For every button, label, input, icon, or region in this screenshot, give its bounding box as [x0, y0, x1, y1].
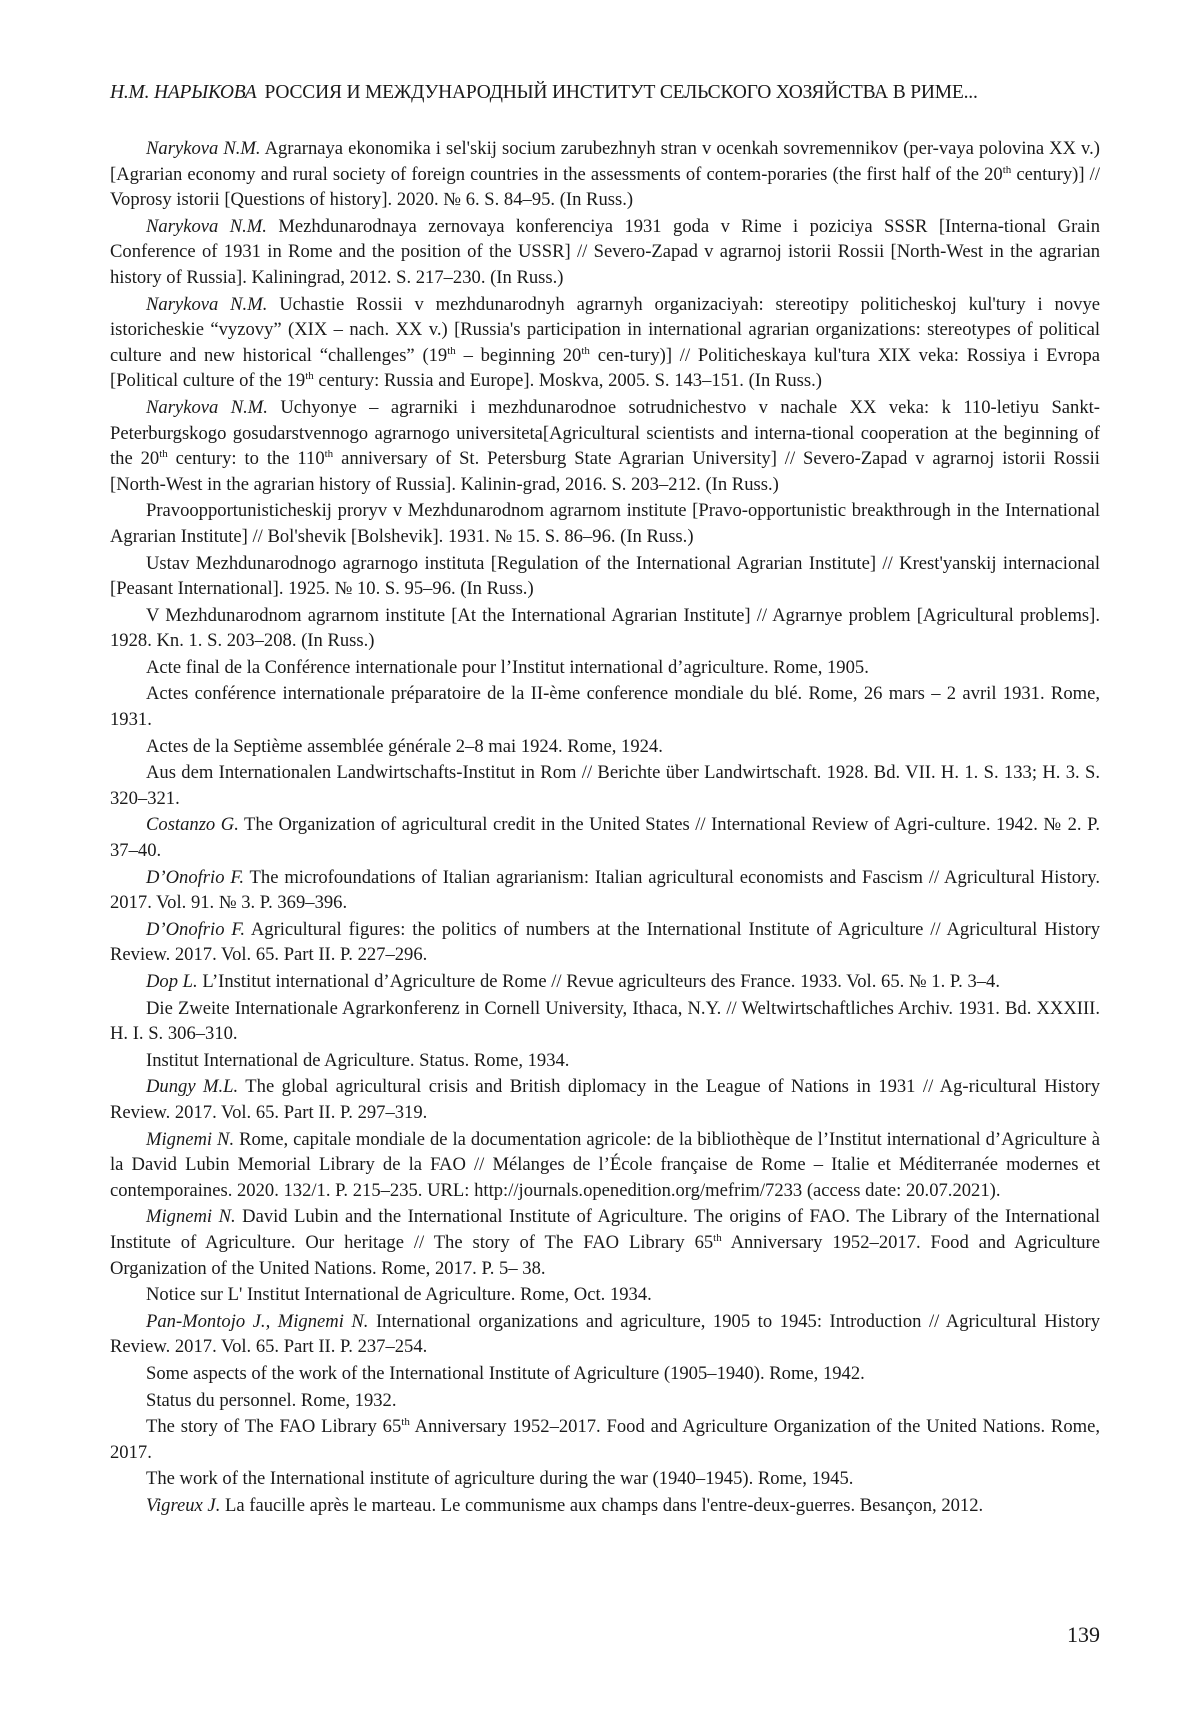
page-number: 139 — [1054, 1622, 1100, 1648]
reference-author: Narykova N.M. — [146, 138, 261, 159]
reference-text: – beginning 20 — [456, 345, 582, 366]
reference-entry — [110, 1466, 1100, 1492]
running-head — [110, 82, 1100, 104]
running-head-author: Н.М. НАРЫКОВА — [110, 82, 256, 103]
reference-entry — [110, 1493, 1100, 1519]
reference-superscript: th — [447, 345, 456, 357]
reference-entry — [110, 969, 1100, 995]
reference-entry — [110, 865, 1100, 916]
reference-text: The work of the International institute of agriculture during the war (1940–1945). Rome, 1945. — [146, 1468, 853, 1489]
reference-author: Mignemi N. — [146, 1206, 236, 1227]
reference-superscript: th — [713, 1232, 722, 1244]
reference-text: La faucille après le marteau. Le communisme aux champs dans l'entre-deux-guerres. Besançon, 2012. — [220, 1495, 983, 1516]
reference-text: Die Zweite Internationale Agrarkonferenz in Cornell University, Ithaca, N.Y. // Weltwirtschaftliches Archiv. 1931. Bd. XXXIII. H. I. S. 306–310. — [110, 998, 1100, 1045]
reference-text: Some aspects of the work of the International Institute of Agriculture (1905–1940). Rome, 1942. — [146, 1363, 865, 1384]
reference-entry — [110, 214, 1100, 291]
reference-author: Vigreux J. — [146, 1495, 220, 1516]
reference-entry — [110, 996, 1100, 1047]
reference-text: Actes conférence internationale préparatoire de la II-ème conference mondiale du blé. Rome, 26 mars – 2 avril 1931. Rome, 1931. — [110, 683, 1100, 730]
reference-entry — [110, 1127, 1100, 1204]
reference-text: V Mezhdunarodnom agrarnom institute [At the International Agrarian Institute] // Agrarnye problem [Agricultural problems]. 1928. Kn. 1. S. 203–208. (In Russ.) — [110, 605, 1100, 652]
reference-author: Costanzo G. — [146, 814, 239, 835]
reference-text: Ustav Mezhdunarodnogo agrarnogo instituta [Regulation of the International Agrarian Institute] // Krest'yanskij internacional [Peasant International]. 1925. № 10. S. 95–96. (In Russ.) — [110, 553, 1100, 600]
reference-entry — [110, 1388, 1100, 1414]
reference-entry — [110, 760, 1100, 811]
reference-text: cen-tury)] // Politicheskaya kul'tura XIX veka: Rossiya i Evropa [Political culture of the 19 — [110, 345, 1100, 392]
reference-text: The microfoundations of Italian agrarianism: Italian agricultural economists and Fascism // Agricultural History. 2017. Vol. 91. № 3. P. 369–396. — [110, 867, 1100, 914]
reference-text: Acte final de la Conférence internationale pour l’Institut international d’agriculture. Rome, 1905. — [146, 657, 869, 678]
reference-entry — [110, 292, 1100, 394]
reference-author: Dop L. — [146, 971, 198, 992]
reference-entry — [110, 917, 1100, 968]
reference-superscript: th — [159, 448, 168, 460]
reference-text: Institut International de Agriculture. Status. Rome, 1934. — [146, 1050, 569, 1071]
reference-superscript: th — [325, 448, 334, 460]
reference-text: century: Russia and Europe]. Moskva, 2005. S. 143–151. (In Russ.) — [314, 370, 822, 391]
reference-superscript: th — [1003, 163, 1012, 175]
reference-author: Dungy M.L. — [146, 1076, 238, 1097]
reference-text: International organizations and agriculture, 1905 to 1945: Introduction // Agricultural History Review. 2017. Vol. 65. Part II. P. 237–254. — [110, 1311, 1100, 1358]
reference-text: Anniversary 1952–2017. Food and Agriculture Organization of the United Nations. Rome, 2017. P. 5– 38. — [110, 1232, 1100, 1279]
reference-entry — [110, 1074, 1100, 1125]
reference-text: Status du personnel. Rome, 1932. — [146, 1390, 396, 1411]
running-head-title: РОССИЯ И МЕЖДУНАРОДНЫЙ ИНСТИТУТ СЕЛЬСКОГО ХОЗЯЙСТВА В РИМЕ... — [264, 82, 977, 103]
reference-entry — [110, 1282, 1100, 1308]
reference-author: Mignemi N. — [146, 1129, 234, 1150]
reference-text: Aus dem Internationalen Landwirtschafts-Institut in Rom // Berichte über Landwirtschaft. 1928. Bd. VII. H. 1. S. 133; H. 3. S. 320–321. — [110, 762, 1100, 809]
reference-entry — [110, 681, 1100, 732]
reference-author: Narykova N.M. — [146, 294, 267, 315]
reference-text: Uchyonye – agrarniki i mezhdunarodnoe sotrudnichestvo v nachale XX veka: k 110-letiyu Sankt-Peterburgskogo gosudarstvennogo agrarnogo universiteta[Agricultural scientists and interna-tional cooperation at the beginning of the 20 — [110, 397, 1100, 469]
reference-text: Notice sur L' Institut International de Agriculture. Rome, Oct. 1934. — [146, 1284, 652, 1305]
reference-text: Rome, capitale mondiale de la documentation agricole: de la bibliothèque de l’Institut international d’Agriculture à la David Lubin Memorial Library de la FAO // Mélanges de l’École française de Rome – Italie et Méditerranée modernes et contemporaines. 2020. 132/1. P. 215–235. URL: http://journals.openedition.org/mefrim/7233 (access date: 20.07.2021). — [110, 1129, 1100, 1201]
reference-text: The Organization of agricultural credit in the United States // International Review of Agri-culture. 1942. № 2. P. 37–40. — [110, 814, 1100, 861]
reference-text: Pravoopportunisticheskij proryv v Mezhdunarodnom agrarnom institute [Pravo-opportunistic breakthrough in the International Agrarian Institute] // Bol'shevik [Bolshevik]. 1931. № 15. S. 86–96. (In Russ.) — [110, 500, 1100, 547]
reference-text: David Lubin and the International Institute of Agriculture. The origins of FAO. The Library of the International Institute of Agriculture. Our heritage // The story of The FAO Library 65 — [110, 1206, 1100, 1253]
reference-entry — [110, 1361, 1100, 1387]
reference-list — [110, 136, 1100, 1519]
reference-text: The global agricultural crisis and British diplomacy in the League of Nations in 1931 // Ag-ricultural History Review. 2017. Vol. 65. Part II. P. 297–319. — [110, 1076, 1100, 1123]
reference-entry — [110, 1204, 1100, 1281]
reference-entry — [110, 734, 1100, 760]
reference-entry — [110, 551, 1100, 602]
reference-text: Anniversary 1952–2017. Food and Agriculture Organization of the United Nations. Rome, 2017. — [110, 1416, 1100, 1463]
reference-text: anniversary of St. Petersburg State Agrarian University] // Severo-Zapad v agrarnoj istorii Rossii [North-West in the agrarian history of Russia]. Kalinin-grad, 2016. S. 203–212. (In Russ.) — [110, 448, 1100, 495]
reference-author: D’Onofrio F. — [146, 919, 245, 940]
reference-text: L’Institut international d’Agriculture de Rome // Revue agriculteurs des France. 1933. Vol. 65. № 1. P. 3–4. — [198, 971, 1000, 992]
reference-entry — [110, 395, 1100, 497]
reference-text: century: to the 110 — [168, 448, 325, 469]
reference-text: Agrarnaya ekonomika i sel'skij socium zarubezhnyh stran v ocenkah sovremennikov (per-vaya polovina XX v.) [Agrarian economy and rural society of foreign countries in the assessments of contem-poraries (the first half of the 20 — [110, 138, 1100, 185]
reference-entry — [110, 812, 1100, 863]
reference-superscript: th — [305, 370, 314, 382]
reference-text: Actes de la Septième assemblée générale 2–8 mai 1924. Rome, 1924. — [146, 736, 663, 757]
reference-author: Narykova N.M. — [146, 216, 267, 237]
reference-entry — [110, 1309, 1100, 1360]
reference-text: The story of The FAO Library 65 — [146, 1416, 401, 1437]
reference-entry — [110, 603, 1100, 654]
reference-text: Mezhdunarodnaya zernovaya konferenciya 1931 goda v Rime i poziciya SSSR [Interna-tional Grain Conference of 1931 in Rome and the position of the USSR] // Severo-Zapad v agrarnoj istorii Rossii [North-West in the agrarian history of Russia]. Kaliningrad, 2012. S. 217–230. (In Russ.) — [110, 216, 1100, 288]
reference-entry — [110, 655, 1100, 681]
reference-superscript: th — [401, 1416, 410, 1428]
reference-entry — [110, 136, 1100, 213]
reference-entry — [110, 498, 1100, 549]
reference-author: Pan-Montojo J., Mignemi N. — [146, 1311, 368, 1332]
reference-text: century)] // Voprosy istorii [Questions of history]. 2020. № 6. S. 84–95. (In Russ.) — [110, 164, 1100, 211]
reference-author: D’Onofrio F. — [146, 867, 244, 888]
reference-entry — [110, 1414, 1100, 1465]
reference-entry — [110, 1048, 1100, 1074]
reference-author: Narykova N.M. — [146, 397, 268, 418]
reference-text: Agricultural figures: the politics of numbers at the International Institute of Agriculture // Agricultural History Review. 2017. Vol. 65. Part II. P. 227–296. — [110, 919, 1100, 966]
reference-superscript: th — [581, 345, 590, 357]
reference-text: Uchastie Rossii v mezhdunarodnyh agrarnyh organizaciyah: stereotipy politicheskoj kul'tury i novye istoricheskie “vyzovy” (XIX – nach. XX v.) [Russia's participation in international agrarian organizations: stereotypes of political culture and new historical “challenges” (19 — [110, 294, 1100, 366]
